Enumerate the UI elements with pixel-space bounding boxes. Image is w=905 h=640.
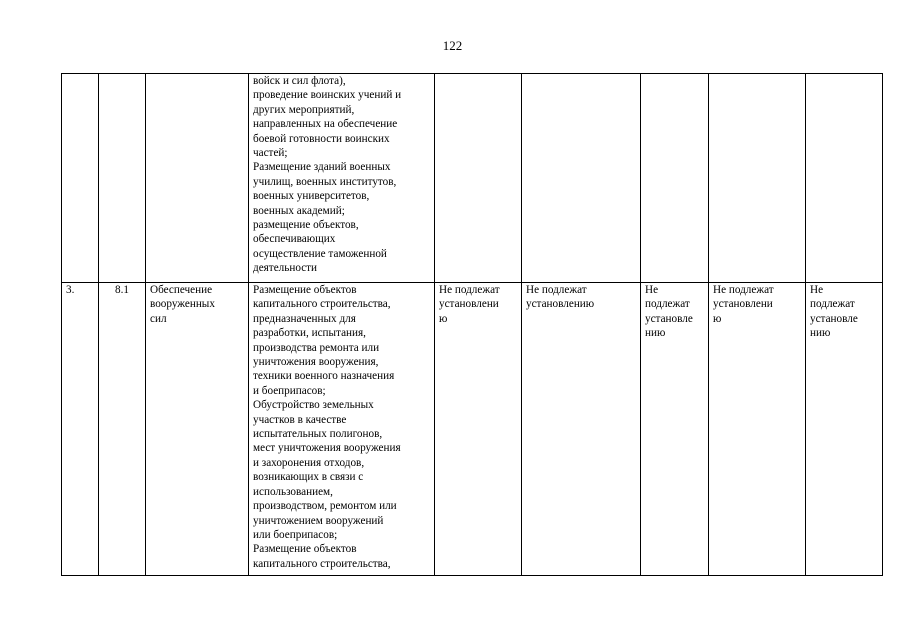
- description-lines: [253, 74, 430, 276]
- cell-param-1: [435, 283, 522, 576]
- cell-param-1: [435, 74, 522, 283]
- param-2-lines: [526, 283, 636, 312]
- cell-param-3: [641, 74, 709, 283]
- text-line: и захоронения отходов,: [253, 456, 365, 469]
- text-line: использованием,: [253, 485, 333, 498]
- text-line: установлению: [526, 298, 595, 311]
- text-line: Размещение объектов: [253, 543, 357, 556]
- text-line: деятельности: [253, 262, 318, 275]
- text-line: других мероприятий,: [253, 103, 355, 116]
- text-line: направленных на обеспечение: [253, 118, 398, 131]
- page-number: 122: [442, 38, 463, 53]
- text-line: производством, ремонтом или: [253, 500, 397, 513]
- text-line: сил: [150, 312, 167, 325]
- cell-number: [62, 74, 99, 283]
- text-line: Не подлежат: [713, 284, 774, 296]
- text-line: Обеспечение: [150, 284, 213, 296]
- text-line: установле: [645, 312, 693, 325]
- text-line: установлени: [439, 298, 499, 311]
- text-line: Обустройство земельных: [253, 399, 374, 412]
- text-line: техники военного назначения: [253, 370, 395, 383]
- text-line: Размещение объектов: [253, 284, 357, 296]
- text-line: испытательных полигонов,: [253, 428, 383, 441]
- text-line: нию: [810, 327, 831, 340]
- table-row-3: [62, 283, 883, 576]
- cell-use-type: [146, 283, 249, 576]
- cell-code: [99, 74, 146, 283]
- cell-param-4: [709, 283, 806, 576]
- cell-code: 8.1: [99, 283, 146, 576]
- use-type-lines: [150, 283, 244, 326]
- cell-param-4: [709, 74, 806, 283]
- text-line: боевой готовности воинских: [253, 132, 390, 145]
- text-line: Не подлежат: [439, 284, 500, 296]
- cell-description: [249, 74, 435, 283]
- text-line: уничтожением вооружений: [253, 514, 384, 527]
- cell-param-2: [522, 283, 641, 576]
- text-line: Не: [810, 284, 824, 296]
- text-line: и боеприпасов;: [253, 384, 326, 397]
- text-line: ю: [439, 312, 448, 325]
- text-line: предназначенных для: [253, 312, 356, 325]
- text-line: мест уничтожения вооружения: [253, 442, 401, 455]
- param-3-lines: [645, 283, 704, 341]
- table-row-continuation: [62, 74, 883, 283]
- text-line: установле: [810, 312, 858, 325]
- text-line: Размещение зданий военных: [253, 161, 391, 174]
- text-line: военных университетов,: [253, 190, 370, 203]
- cell-description: [249, 283, 435, 576]
- cell-param-2: [522, 74, 641, 283]
- text-line: подлежат: [645, 298, 690, 311]
- description-lines: [253, 283, 430, 571]
- cell-param-5: [806, 283, 883, 576]
- cell-number: 3.: [62, 283, 99, 576]
- param-4-lines: [713, 283, 801, 326]
- text-line: уничтожения вооружения,: [253, 356, 379, 369]
- text-line: Не: [645, 284, 659, 296]
- text-line: участков в качестве: [253, 413, 347, 426]
- text-line: установлени: [713, 298, 773, 311]
- regulations-table: [61, 73, 883, 576]
- param-1-lines: [439, 283, 517, 326]
- text-line: частей;: [253, 147, 288, 160]
- text-line: капитального строительства,: [253, 557, 391, 570]
- text-line: возникающих в связи с: [253, 471, 364, 484]
- text-line: размещение объектов,: [253, 219, 359, 232]
- text-line: Не подлежат: [526, 284, 587, 296]
- cell-param-3: [641, 283, 709, 576]
- cell-param-5: [806, 74, 883, 283]
- text-line: капитального строительства,: [253, 298, 391, 311]
- text-line: нию: [645, 327, 666, 340]
- text-line: разработки, испытания,: [253, 327, 366, 340]
- text-line: производства ремонта или: [253, 341, 380, 354]
- text-line: военных академий;: [253, 204, 345, 217]
- text-line: или боеприпасов;: [253, 528, 338, 541]
- text-line: подлежат: [810, 298, 855, 311]
- text-line: училищ, военных институтов,: [253, 175, 397, 188]
- cell-use-type: [146, 74, 249, 283]
- text-line: проведение воинских учений и: [253, 89, 402, 102]
- text-line: войск и сил флота),: [253, 75, 346, 87]
- text-line: осуществление таможенной: [253, 247, 387, 260]
- text-line: обеспечивающих: [253, 233, 336, 246]
- text-line: вооруженных: [150, 298, 215, 311]
- param-5-lines: [810, 283, 878, 341]
- text-line: ю: [713, 312, 722, 325]
